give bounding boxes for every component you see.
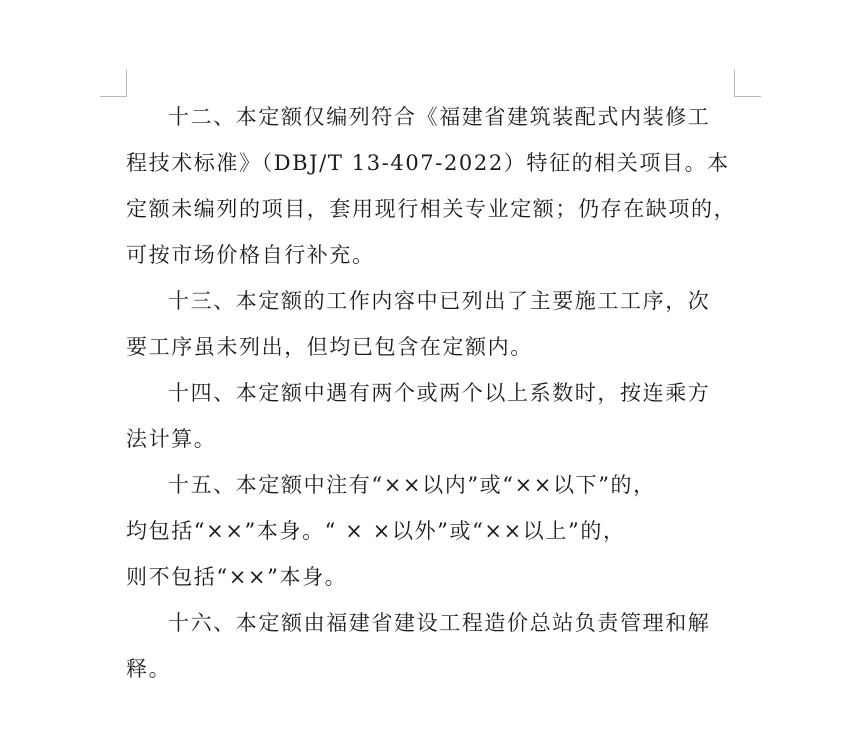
text-line: 十二、本定额仅编列符合《福建省建筑装配式内装修工 <box>168 105 711 129</box>
text-line: 要工序虽未列出，但均已包含在定额内。 <box>126 335 533 359</box>
text-line: 十三、本定额的工作内容中已列出了主要施工工序，次 <box>168 289 711 313</box>
text-line: 可按市场价格自行补充。 <box>126 243 375 267</box>
text-line: 定额未编列的项目，套用现行相关专业定额；仍存在缺项的， <box>126 197 737 221</box>
text-line: 释。 <box>126 657 172 681</box>
paragraph-15 <box>126 462 738 600</box>
text-line: 则不包括“××”本身。 <box>126 565 348 589</box>
text-line: 十五、本定额中注有“××以内”或“××以下”的， <box>168 473 656 497</box>
margin-corner-mark-top-left <box>100 70 127 97</box>
text-line: 程技术标准》（DBJ/T 13-407-2022）特征的相关项目。本 <box>126 151 730 175</box>
text-line: 十六、本定额由福建省建设工程造价总站负责管理和解 <box>168 611 711 635</box>
margin-corner-mark-top-right <box>734 70 761 97</box>
paragraph-12 <box>126 94 738 278</box>
text-line: 均包括“××”本身。“ × ×以外”或“××以上”的， <box>126 519 626 543</box>
text-line: 法计算。 <box>126 427 217 451</box>
text-line: 十四、本定额中遇有两个或两个以上系数时，按连乘方 <box>168 381 711 405</box>
paragraph-14 <box>126 370 738 462</box>
document-body[interactable] <box>126 94 738 692</box>
paragraph-13 <box>126 278 738 370</box>
paragraph-16 <box>126 600 738 692</box>
